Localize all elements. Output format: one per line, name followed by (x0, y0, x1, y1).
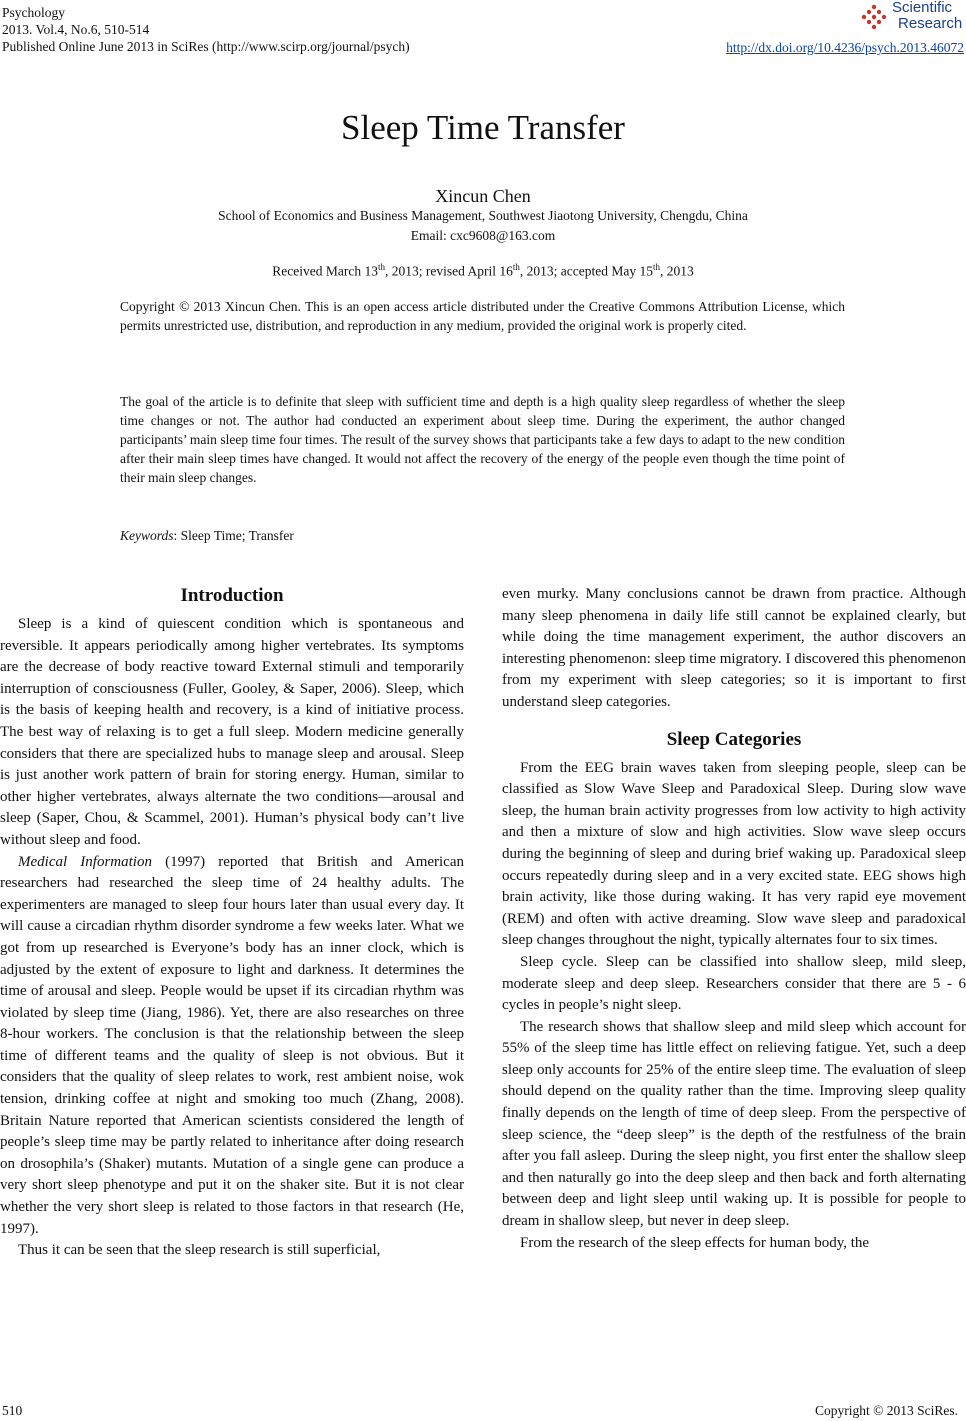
journal-name: Psychology (2, 5, 66, 20)
intro-paragraph-3: Thus it can be seen that the sleep research is still superficial, (18, 1242, 381, 1259)
accepted-sup: th (652, 262, 660, 272)
intro-continued-paragraph: even murky. Many conclusions cannot be drawn from practice. Although many sleep phenomena in daily life still cannot be explained clearly, but while doing the time management experiment, the author discovers an interesting phenomenon: sleep time migratory. I discovered this phenomenon from my experiment with sleep categories; so it is important to first understand sleep categories. (502, 586, 966, 710)
author-email: Email: cxc9608@163.com (410, 228, 556, 243)
accepted-year: , 2013 (659, 263, 694, 279)
categories-paragraph-4: From the research of the sleep effects for human body, the (520, 1234, 870, 1251)
categories-paragraph-2: Sleep cycle. Sleep can be classified into shallow sleep, mild sleep, moderate sleep and deep sleep. Researchers consider that there are 5 - 6 cycles in people’s night sleep. (502, 953, 966, 1014)
publisher-logo (860, 0, 963, 36)
author-name: Xincun Chen (435, 186, 531, 206)
section-heading-sleep-categories: Sleep Categories (666, 728, 802, 750)
keywords (120, 528, 294, 544)
logo-line-1: Scientific (892, 0, 953, 16)
keywords-text: : Sleep Time; Transfer (173, 528, 294, 543)
medical-information-ref: Medical Information (18, 853, 152, 870)
right-column (502, 584, 966, 1254)
left-column (0, 584, 464, 1262)
copyright-notice: Copyright © 2013 Xincun Chen. This is an open access article distributed under the Creative Commons Attribution License, which permits unrestricted use, distribution, and reproduction in any medium, provided the original work is properly cited. (120, 299, 845, 333)
abstract: The goal of the article is to definite that sleep with sufficient time and depth is a high quality sleep regardless of whether the sleep time changes or not. The author had conducted an experiment about sleep time. During the experiment, the author changed participants’ main sleep time four times. The result of the survey shows that participants take a few days to adapt to the new condition after their main sleep times have changed. It would not affect the recovery of the energy of the people even though the time point of their main sleep changes. (120, 394, 845, 485)
received-dates (0, 262, 966, 280)
author-affiliation: School of Economics and Business Management, Southwest Jiaotong University, Chengdu, China (218, 208, 748, 223)
received-sup: th (377, 262, 385, 272)
revised-text: , 2013; revised April 16 (384, 263, 513, 279)
publication-info: Published Online June 2013 in SciRes (http://www.scirp.org/journal/psych) (2, 39, 410, 54)
paper-title: Sleep Time Transfer (341, 108, 625, 147)
logo-line-2: Research (898, 15, 963, 32)
intro-paragraph-1: Sleep is a kind of quiescent condition which is spontaneous and reversible. It appears periodically among higher vertebrates. Its symptoms are the decrease of body reactive toward External stimuli and temporarily interruption of consciousness (Fuller, Gooley, & Saper, 2006). Sleep, which is the basis of keeping health and recovery, is a kind of initiative process. The best way of relaxing is to get a full sleep. Modern medicine generally considers that there are specialized hubs to manage sleep and arousal. Sleep is just another work pattern of brain for storing energy. Human, similar to other higher vertebrates, always alternate the two conditions—arousal and sleep (Saper, Chou, & Scammel, 2001). Human’s physical body can’t live without sleep and food. (0, 616, 464, 848)
section-gap (502, 714, 966, 728)
accepted-text: , 2013; accepted May 15 (519, 263, 653, 279)
intro-paragraph-2 (0, 852, 464, 1241)
intro-paragraph-2-text: (1997) reported that British and American researchers had researched the sleep time of 24 healthy adults. The experimenters are managed to sleep four hours later than usual every day. It will cause a circadian rhythm disorder syndrome a few weeks later. What we got from up researched is Everyone’s body has an inner clock, which is adjusted by the extent of exposure to light and darkness. It determines the time of arousal and sleep. People would be upset if its circadian rhythm was violated by sleep time (Jiang, 1986). Yet, there are also researches on three 8-hour workers. The conclusion is that the relationship between the sleep time of different teams and the quality of sleep is not obvious. But it considers that the quality of sleep relates to work, rest ambient noise, wok tension, drinking coffee at night and smoking too much (Zhang, 2008). Britain Nature reported that American scientists considered the length of people’s sleep time may be partly related to inheritance after doing research on drosophila’s (Shaker) mutants. Mutation of a single gene can produce a very short sleep phenotype and put it on the shaker site. But it is not clear whether the very short sleep is related to those factors in that research (He, 1997). (0, 853, 464, 1237)
logo-wordmark (892, 0, 962, 32)
doi-link[interactable]: http://dx.doi.org/10.4236/psych.2013.46072 (726, 40, 964, 55)
keywords-label: Keywords (120, 528, 174, 543)
running-header (2, 4, 410, 55)
diamond-dots-icon (860, 4, 888, 30)
section-heading-introduction: Introduction (180, 585, 284, 606)
received-text: Received March 13 (272, 263, 378, 279)
categories-paragraph-3: The research shows that shallow sleep and mild sleep which account for 55% of the sleep time has little effect on relieving fatigue. Yet, such a deep sleep only accounts for 25% of the entire sleep time. The evaluation of sleep should depend on the quality rather than the time. Improving sleep quality finally depends on the length of time of deep sleep. From the perspective of sleep science, the “deep sleep” is the depth of the restfulness of the brain after you fall asleep. During the sleep night, you first enter the shallow sleep and then naturally go into the deep sleep and then back and forth alternating between deep and light sleep until waking up. It is possible for people to dream in shallow sleep, but never in deep sleep. (502, 1018, 966, 1230)
revised-sup: th (512, 262, 520, 272)
journal-volume: 2013. Vol.4, No.6, 510-514 (2, 22, 150, 37)
categories-paragraph-1: From the EEG brain waves taken from sleeping people, sleep can be classified as Slow Wave Sleep and Paradoxical Sleep. During slow wave sleep, the human brain activity progresses from low activity to high activity and then a mixture of slow and high activities. Slow wave sleep occurs during the beginning of sleep and during brief waking up. Paradoxical sleep occurs repeatedly during sleep and in a very excited state. EEG shows high brain activity, like those during waking. It has very rapid eye movement (REM) and often with active dreaming. Slow wave sleep and paradoxical sleep changes throughout the night, typically alternates four to six times. (502, 759, 966, 949)
footer-copyright: Copyright © 2013 SciRes. (814, 1403, 958, 1418)
page-number: 510 (2, 1403, 23, 1418)
